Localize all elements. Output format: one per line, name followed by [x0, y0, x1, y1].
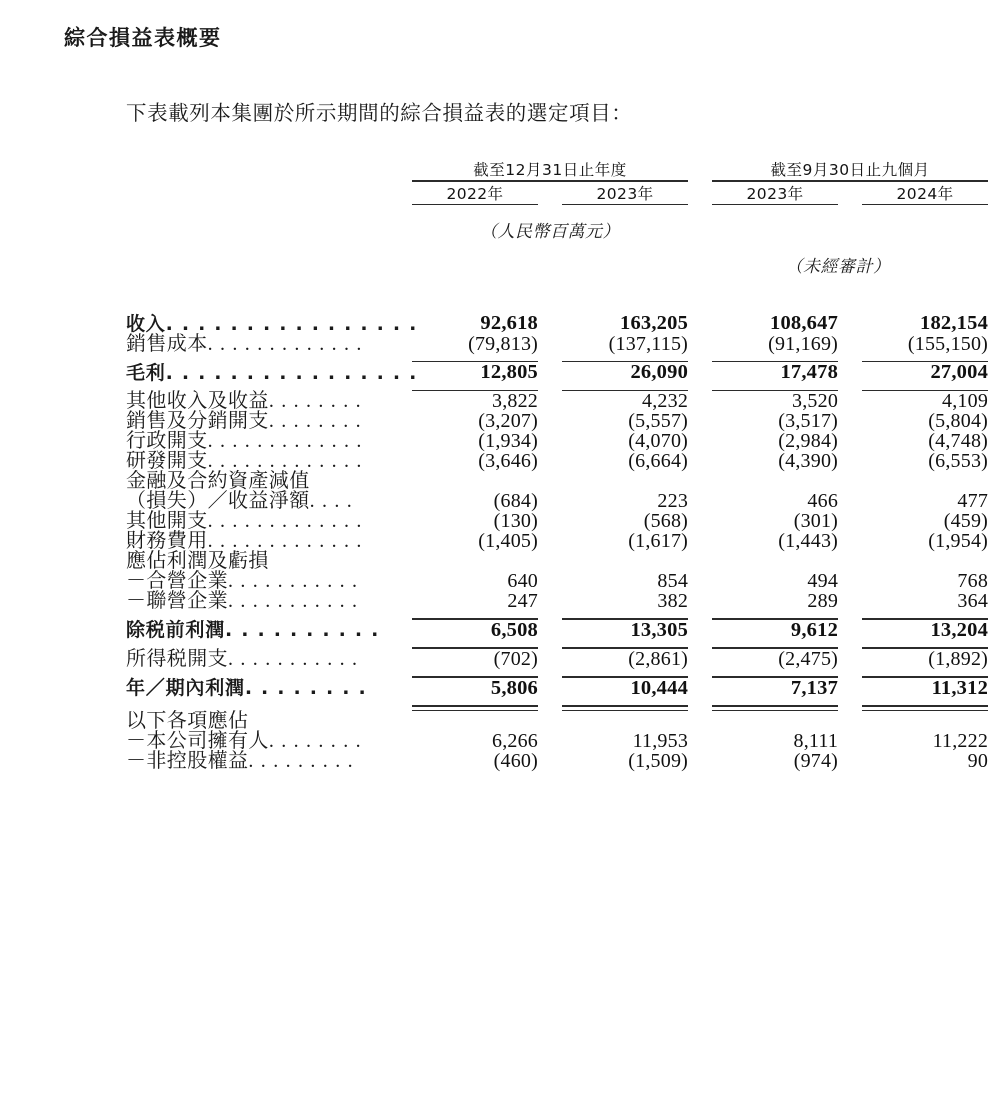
- row-label-9: [126, 511, 412, 531]
- col-gap: [838, 591, 862, 611]
- header-gap: [688, 182, 712, 204]
- row-1-value-2: (91,169): [768, 332, 839, 355]
- row-10-value-2: (1,443): [778, 530, 839, 553]
- dot-leader: . . . . . . . . . . . . . . . .: [165, 312, 418, 335]
- rule-gap: [838, 354, 862, 363]
- row-1-value-0: (79,813): [468, 332, 538, 355]
- row-label-2: [126, 361, 418, 384]
- header-gap: [838, 182, 862, 204]
- col-gap: [538, 431, 562, 451]
- col-gap: [538, 551, 562, 571]
- year-header-0: 2022年: [446, 184, 504, 203]
- value-rule-16-1: [562, 698, 688, 711]
- group-header-1: 截至9月30日止九個月: [770, 161, 930, 179]
- table-header-group-row: [126, 158, 988, 180]
- col-gap: [538, 391, 562, 411]
- unit-spacer: [126, 205, 412, 242]
- row-16-value-0: 5,806: [490, 676, 538, 699]
- row-label-text: 行政開支: [126, 430, 208, 453]
- dot-leader: . . . . . . . . . . . . .: [207, 430, 363, 453]
- col-gap: [538, 678, 562, 699]
- col-gap: [688, 551, 712, 571]
- row-label-10: [126, 531, 412, 551]
- col-gap: [688, 571, 712, 591]
- row-8-value-3: 477: [957, 490, 989, 513]
- row-0-value-1: 163,205: [620, 312, 689, 335]
- table-row: [126, 649, 988, 669]
- row-12-value-2: 494: [807, 570, 839, 593]
- row-15-value-0: (702): [493, 648, 538, 671]
- col-gap: [838, 511, 862, 531]
- header-gap: [538, 182, 562, 204]
- row-14-value-0: 6,508: [490, 618, 538, 641]
- audit-note: （未經審計）: [785, 257, 891, 277]
- table-row: [126, 362, 988, 383]
- col-gap: [538, 731, 562, 751]
- col-gap: [538, 531, 562, 551]
- row-18-value-2: 8,111: [793, 730, 839, 753]
- row-label-7: [126, 471, 412, 491]
- row-label-text: －聯營企業: [126, 590, 228, 613]
- dot-leader: . . . .: [309, 490, 354, 513]
- table-row: [126, 431, 988, 451]
- row-label-18: [126, 731, 412, 751]
- row-7-value-2: [712, 471, 838, 491]
- row-label-text: 收入: [126, 312, 166, 335]
- row-8-value-0: (684): [493, 490, 538, 513]
- row-label-text: 金融及合約資產減值: [126, 470, 310, 493]
- intro-paragraph: 下表載列本集團於所示期間的綜合損益表的選定項目：: [126, 103, 633, 125]
- row-12-value-0: 640: [507, 570, 538, 593]
- dot-leader: . . . . . . . . . . . . .: [207, 510, 363, 533]
- row-13-value-2: 289: [807, 590, 839, 613]
- rule-gap: [538, 611, 562, 620]
- col-gap: [688, 711, 712, 731]
- row-18-value-1: 11,953: [632, 730, 689, 753]
- col-gap: [838, 531, 862, 551]
- row-13-value-1: 382: [657, 590, 689, 613]
- row-7-value-0: [412, 471, 538, 491]
- row-4-value-2: (3,517): [778, 410, 839, 433]
- dot-leader: . . . . . . . .: [268, 410, 362, 433]
- dot-leader: . . . . . . . . . .: [225, 619, 380, 642]
- header-spacer: [126, 158, 412, 180]
- col-gap: [838, 571, 862, 591]
- row-label-15: [126, 649, 412, 669]
- table-row: [126, 731, 988, 751]
- rule-gap: [538, 669, 562, 678]
- row-12-value-3: 768: [957, 570, 989, 593]
- table-row: [126, 451, 988, 471]
- row-3-value-2: 3,520: [792, 390, 839, 413]
- row-17-value-1: [562, 711, 688, 731]
- rule-gap: [688, 354, 712, 363]
- rule-gap: [688, 383, 712, 392]
- col-gap: [838, 334, 862, 354]
- rule-gap: [838, 669, 862, 678]
- table-row: [126, 571, 988, 591]
- row-18-value-3: 11,222: [932, 730, 989, 753]
- col-gap: [688, 451, 712, 471]
- row-3-value-3: 4,109: [942, 390, 989, 413]
- row-3-value-0: 3,822: [492, 390, 538, 413]
- rule-gap: [688, 640, 712, 649]
- row-label-12: [126, 571, 412, 591]
- col-gap: [688, 471, 712, 491]
- row-15-value-3: (1,892): [928, 648, 989, 671]
- col-gap: [538, 751, 562, 771]
- row-5-value-1: (4,070): [628, 430, 689, 453]
- dot-leader: . . . . . . . . . . . . .: [207, 530, 363, 553]
- row-3-value-1: 4,232: [642, 390, 689, 413]
- row-label-text: 其他開支: [126, 510, 208, 533]
- row-label-0: [126, 312, 418, 335]
- row-label-13: [126, 591, 412, 611]
- col-gap: [838, 451, 862, 471]
- col-gap: [688, 511, 712, 531]
- row-label-3: [126, 391, 412, 411]
- dot-leader: . . . . . . . . . . .: [228, 570, 359, 593]
- row-4-value-0: (3,207): [478, 410, 538, 433]
- row-14-value-1: 13,305: [630, 618, 689, 641]
- row-7-value-3: [862, 471, 988, 491]
- table-row: [126, 620, 988, 641]
- col-gap: [688, 620, 712, 641]
- rule-gap: [538, 383, 562, 392]
- col-gap: [838, 551, 862, 571]
- col-gap: [688, 313, 712, 334]
- dot-leader: . . . . . . . . . . .: [228, 648, 359, 671]
- rule-gap: [688, 669, 712, 678]
- row-9-value-2: (301): [793, 510, 839, 533]
- table-row: [126, 511, 988, 531]
- row-10-value-3: (1,954): [928, 530, 989, 553]
- row-label-text: －合營企業: [126, 570, 228, 593]
- row-2-value-0: 12,805: [480, 361, 538, 384]
- row-label-text: －非控股權益: [126, 750, 249, 773]
- row-label-text: －本公司擁有人: [126, 730, 269, 753]
- col-gap: [538, 649, 562, 669]
- col-gap: [838, 411, 862, 431]
- row-1-value-1: (137,115): [608, 332, 689, 355]
- row-15-value-1: (2,861): [628, 648, 689, 671]
- row-11-value-3: [862, 551, 988, 571]
- row-label-text: 其他收入及收益: [126, 390, 269, 413]
- dot-leader: . . . . . . . . . . . . . . . .: [165, 361, 418, 384]
- row-13-value-0: 247: [507, 590, 538, 613]
- row-18-value-0: 6,266: [492, 730, 538, 753]
- row-label-11: [126, 551, 412, 571]
- dot-leader: . . . . . . . .: [268, 390, 362, 413]
- audit-note-row: [126, 242, 988, 279]
- col-gap: [688, 649, 712, 669]
- rule-gap: [538, 354, 562, 363]
- row-0-value-2: 108,647: [770, 312, 839, 335]
- col-gap: [538, 471, 562, 491]
- col-gap: [538, 362, 562, 383]
- table-row: [126, 471, 988, 491]
- row-label-text: 財務費用: [126, 530, 208, 553]
- row-label-text: 銷售及分銷開支: [126, 410, 269, 433]
- col-gap: [838, 362, 862, 383]
- col-gap: [538, 620, 562, 641]
- col-gap: [688, 731, 712, 751]
- col-gap: [838, 431, 862, 451]
- row-4-value-3: (5,804): [928, 410, 989, 433]
- row-2-value-1: 26,090: [630, 361, 689, 384]
- unit-note-row: [126, 205, 988, 242]
- row-label-17: [126, 711, 412, 731]
- row-19-value-2: (974): [793, 750, 839, 773]
- col-gap: [838, 391, 862, 411]
- audit-spacer: [126, 242, 688, 279]
- col-gap: [688, 678, 712, 699]
- unit-filler: [688, 205, 988, 242]
- col-gap: [538, 571, 562, 591]
- col-gap: [538, 411, 562, 431]
- rule-gap: [838, 383, 862, 392]
- table-row: [126, 711, 988, 731]
- income-statement-table: [126, 158, 988, 771]
- rule-gap: [838, 640, 862, 649]
- rule-gap: [838, 698, 862, 711]
- body-spacer: [126, 279, 988, 313]
- col-gap: [838, 471, 862, 491]
- row-6-value-2: (4,390): [778, 450, 839, 473]
- value-rule-16-3: [862, 698, 988, 711]
- col-gap: [688, 491, 712, 511]
- row-label-19: [126, 751, 412, 771]
- row-10-value-0: (1,405): [478, 530, 538, 553]
- row-8-value-1: 223: [657, 490, 689, 513]
- rule-gap: [688, 698, 712, 711]
- row-11-value-0: [412, 551, 538, 571]
- table-row: [126, 334, 988, 354]
- row-6-value-3: (6,553): [928, 450, 989, 473]
- row-19-value-0: (460): [493, 750, 538, 773]
- dot-leader: . . . . . . . .: [268, 730, 362, 753]
- row-16-value-1: 10,444: [630, 676, 689, 699]
- value-rule-16-2: [712, 698, 838, 711]
- header-gap: [688, 158, 712, 180]
- row-9-value-3: (459): [943, 510, 989, 533]
- row-label-text: 銷售成本: [126, 332, 208, 355]
- col-gap: [538, 511, 562, 531]
- col-gap: [688, 362, 712, 383]
- year-header-3: 2024年: [896, 184, 954, 203]
- table-row: [126, 391, 988, 411]
- unit-note: （人民幣百萬元）: [480, 222, 621, 242]
- row-label-4: [126, 411, 412, 431]
- header-spacer: [126, 182, 412, 204]
- rule-gap: [538, 698, 562, 711]
- col-gap: [838, 751, 862, 771]
- col-gap: [538, 334, 562, 354]
- row-17-value-3: [862, 711, 988, 731]
- group-header-0: 截至12月31日止年度: [473, 161, 627, 179]
- row-label-text: 應佔利潤及虧損: [126, 550, 269, 573]
- row-16-value-3: 11,312: [931, 676, 989, 699]
- double-rule-row: [126, 698, 988, 711]
- col-gap: [688, 411, 712, 431]
- row-label-16: [126, 678, 412, 699]
- table-row: [126, 678, 988, 699]
- table-row: [126, 591, 988, 611]
- row-7-value-1: [562, 471, 688, 491]
- value-rule-16-0: [412, 698, 538, 711]
- row-label-text: 除税前利潤: [126, 619, 226, 642]
- col-gap: [688, 531, 712, 551]
- row-2-value-3: 27,004: [930, 361, 989, 384]
- table-row: [126, 531, 988, 551]
- row-16-value-2: 7,137: [790, 676, 839, 699]
- col-gap: [838, 491, 862, 511]
- col-gap: [838, 313, 862, 334]
- body-spacer-row: [126, 279, 988, 313]
- table-header-year-row: [126, 182, 988, 204]
- row-label-6: [126, 451, 412, 471]
- row-6-value-0: (3,646): [478, 450, 538, 473]
- col-gap: [538, 711, 562, 731]
- col-gap: [538, 451, 562, 471]
- row-0-value-0: 92,618: [480, 312, 538, 335]
- col-gap: [838, 731, 862, 751]
- row-11-value-2: [712, 551, 838, 571]
- row-label-5: [126, 431, 412, 451]
- col-gap: [688, 591, 712, 611]
- row-label-text: 毛利: [126, 361, 166, 384]
- row-label-1: [126, 334, 412, 354]
- col-gap: [838, 678, 862, 699]
- dot-leader: . . . . . . . . . . . . .: [207, 332, 363, 355]
- dot-leader: . . . . . . . .: [244, 677, 367, 700]
- year-header-2: 2023年: [746, 184, 804, 203]
- row-8-value-2: 466: [807, 490, 839, 513]
- row-0-value-3: 182,154: [920, 312, 989, 335]
- rule-gap: [688, 611, 712, 620]
- table-row: [126, 751, 988, 771]
- table-row: [126, 491, 988, 511]
- row-2-value-2: 17,478: [780, 361, 839, 384]
- col-gap: [838, 711, 862, 731]
- dot-leader: . . . . . . . . . . .: [228, 590, 359, 613]
- col-gap: [688, 334, 712, 354]
- row-1-value-3: (155,150): [907, 332, 989, 355]
- row-9-value-1: (568): [643, 510, 689, 533]
- row-15-value-2: (2,475): [778, 648, 839, 671]
- row-5-value-3: (4,748): [928, 430, 989, 453]
- col-gap: [688, 751, 712, 771]
- row-label-text: 研發開支: [126, 450, 208, 473]
- col-gap: [838, 620, 862, 641]
- col-gap: [838, 649, 862, 669]
- row-6-value-1: (6,664): [628, 450, 689, 473]
- table-row: [126, 411, 988, 431]
- table-row: [126, 313, 988, 334]
- page-title: 綜合損益表概要: [64, 26, 222, 50]
- dot-leader: . . . . . . . . .: [248, 750, 354, 773]
- row-17-value-0: [412, 711, 538, 731]
- row-12-value-1: 854: [657, 570, 689, 593]
- row-label-8: [126, 491, 412, 511]
- rule-gap: [838, 611, 862, 620]
- row-label-text: 所得税開支: [126, 648, 228, 671]
- col-gap: [688, 391, 712, 411]
- row-19-value-3: 90: [967, 750, 989, 773]
- row-label-text: （損失）／收益淨額: [126, 490, 310, 513]
- row-17-value-2: [712, 711, 838, 731]
- row-11-value-1: [562, 551, 688, 571]
- row-label-text: 年／期內利潤: [126, 677, 245, 700]
- row-4-value-1: (5,557): [628, 410, 689, 433]
- row-14-value-2: 9,612: [790, 618, 839, 641]
- row-5-value-2: (2,984): [778, 430, 839, 453]
- col-gap: [538, 491, 562, 511]
- col-gap: [538, 313, 562, 334]
- row-19-value-1: (1,509): [628, 750, 689, 773]
- year-header-1: 2023年: [596, 184, 654, 203]
- rule-gap: [538, 640, 562, 649]
- row-5-value-0: (1,934): [478, 430, 538, 453]
- row-label-text: 以下各項應佔: [126, 710, 249, 733]
- row-10-value-1: (1,617): [628, 530, 689, 553]
- col-gap: [538, 591, 562, 611]
- row-label-14: [126, 620, 412, 641]
- table-row: [126, 551, 988, 571]
- row-9-value-0: (130): [493, 510, 538, 533]
- row-14-value-3: 13,204: [930, 618, 989, 641]
- dot-leader: . . . . . . . . . . . . .: [207, 450, 363, 473]
- row-13-value-3: 364: [957, 590, 989, 613]
- col-gap: [688, 431, 712, 451]
